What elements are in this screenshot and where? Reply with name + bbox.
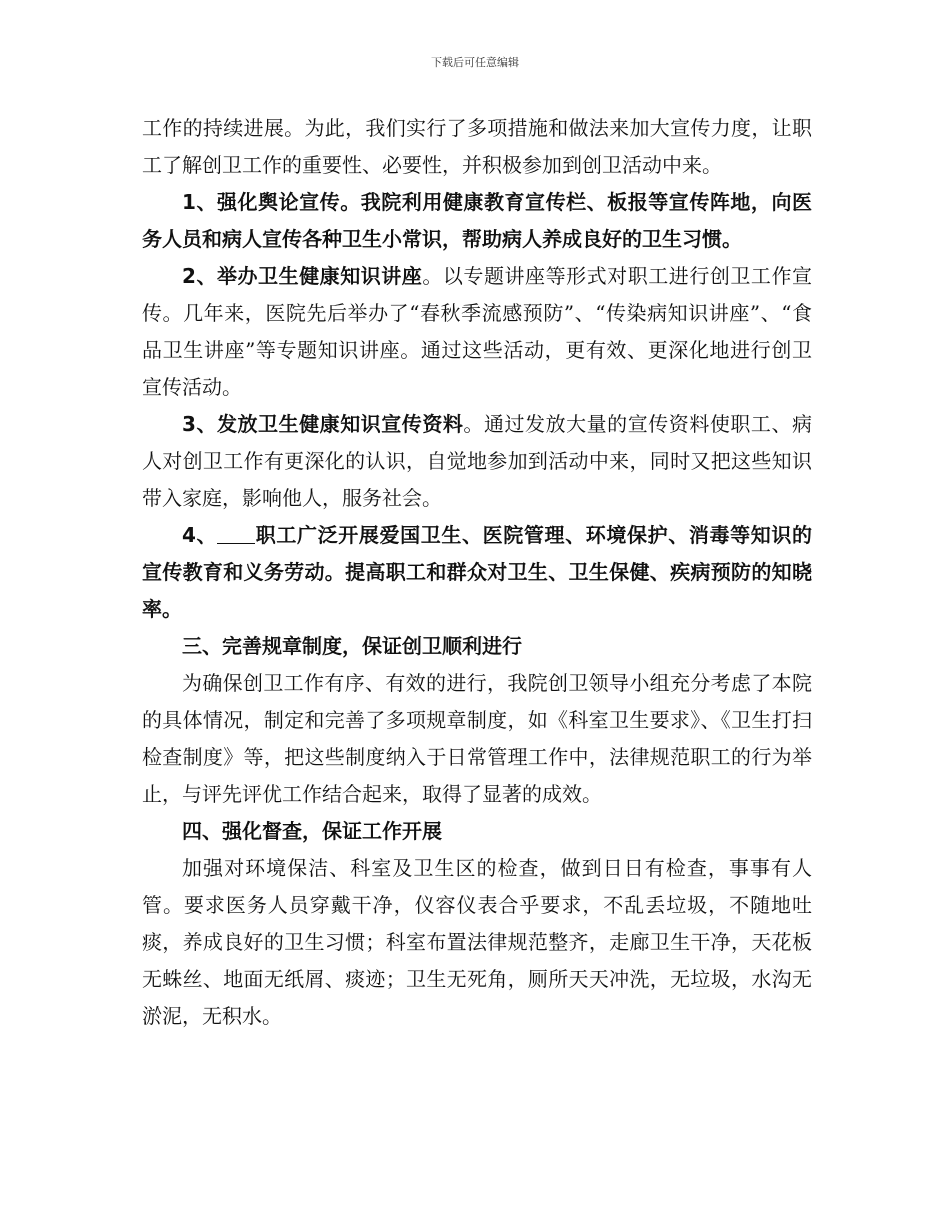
heading-text: 四、强化督查，保证工作开展 [182, 819, 442, 843]
paragraph-text: 。通过发放大量的宣传资料使职工、病人对创卫工作有更深化的认识，自觉地参加到活动中来，同时又把这些知识带入家庭，影响他人，服务社会。 [142, 412, 812, 510]
paragraph-lead: 4、 [182, 523, 218, 547]
paragraph-text: 1、强化舆论宣传。我院利用健康教育宣传栏、板报等宣传阵地，向医务人员和病人宣传各种卫生小常识，帮助病人养成良好的卫生习惯。 [142, 190, 812, 251]
section-heading-4 [142, 813, 812, 850]
paragraph-text: 职工广泛开展爱国卫生、医院管理、环境保护、消毒等知识的宣传教育和义务劳动。提高职工和群众对卫生、卫生保健、疾病预防的知晓率。 [142, 523, 813, 621]
paragraph-text: 为确保创卫工作有序、有效的进行，我院创卫领导小组充分考虑了本院的具体情况，制定和完善了多项规章制度，如《科室卫生要求》、《卫生打扫检查制度》等，把这些制度纳入于日常管理工作中，法律规范职工的行为举止，与评先评优工作结合起来，取得了显著的成效。 [142, 671, 812, 806]
paragraph-intro [142, 110, 812, 184]
paragraph-text: 加强对环境保洁、科室及卫生区的检查，做到日日有检查，事事有人管。要求医务人员穿戴干净，仪容仪表合乎要求，不乱丢垃圾，不随地吐痰，养成良好的卫生习惯；科室布置法律规范整齐，走廊卫生干净，天花板无蛛丝、地面无纸屑、痰迹；卫生无死角，厕所天天冲洗，无垃圾，水沟无淤泥，无积水。 [142, 856, 812, 1028]
paragraph-lead: 2、举办卫生健康知识讲座 [182, 264, 423, 288]
paragraph-item-4 [142, 517, 812, 628]
page-header: 下载后可任意编辑 [431, 56, 519, 69]
fill-in-blank [217, 525, 255, 544]
section-heading-3 [142, 628, 812, 665]
paragraph-item-1 [142, 184, 812, 258]
document-body [142, 110, 812, 1035]
paragraph-item-2 [142, 258, 812, 406]
heading-text: 三、完善规章制度，保证创卫顺利进行 [182, 634, 522, 658]
paragraph-section-4 [142, 850, 812, 1035]
paragraph-text: 。以专题讲座等形式对职工进行创卫工作宣传。几年来，医院先后举办了“春秋季流感预防”、“传染病知识讲座”、“食品卫生讲座”等专题知识讲座。通过这些活动，更有效、更深化地进行创卫宣传活动。 [142, 264, 813, 399]
paragraph-section-3 [142, 665, 812, 813]
paragraph-text: 工作的持续进展。为此，我们实行了多项措施和做法来加大宣传力度，让职工了解创卫工作的重要性、必要性，并积极参加到创卫活动中来。 [142, 116, 812, 177]
paragraph-lead: 3、发放卫生健康知识宣传资料 [182, 412, 464, 436]
paragraph-item-3 [142, 406, 812, 517]
